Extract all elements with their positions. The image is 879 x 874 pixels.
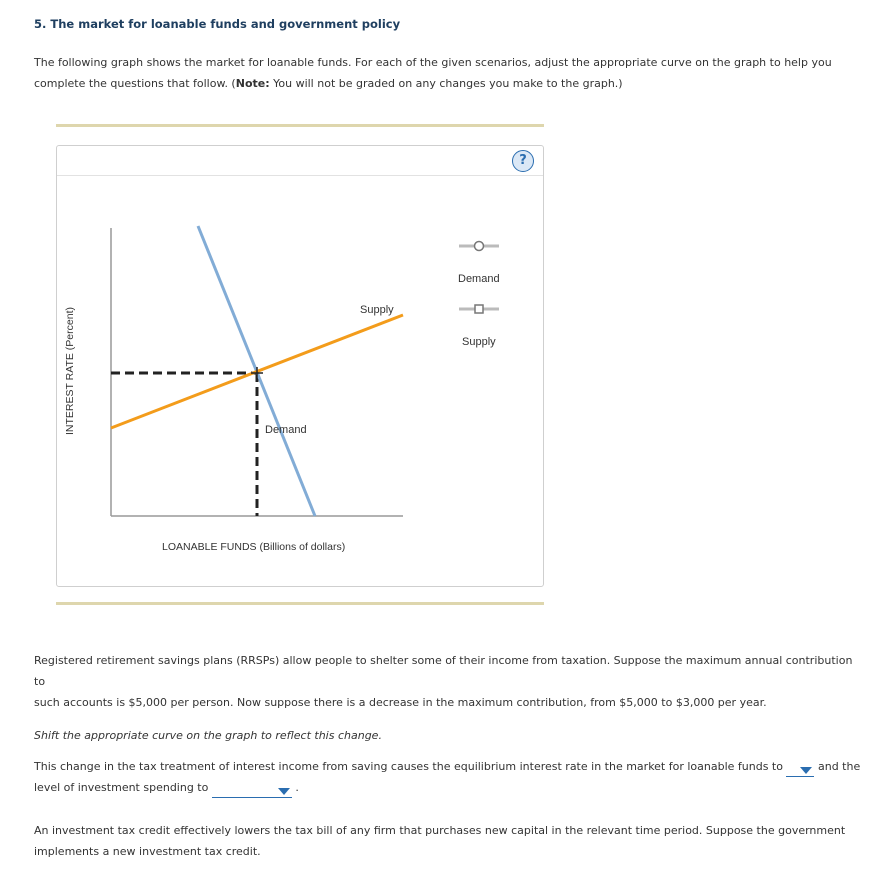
- question-title: 5. The market for loanable funds and government policy: [34, 17, 401, 31]
- question-mid: and the: [817, 760, 861, 773]
- graph-bottom-divider: [56, 602, 544, 605]
- legend-supply-label: Supply: [462, 336, 496, 348]
- question-pre: This change in the tax treatment of interest income from saving causes the equilibrium interest rate in the market for loanable funds to: [34, 760, 783, 773]
- scenario-2-line-2: implements a new investment tax credit.: [34, 845, 261, 858]
- supply-curve-label: Supply: [360, 304, 394, 316]
- interest-rate-dropdown[interactable]: [786, 763, 814, 777]
- chevron-down-icon: [278, 788, 290, 795]
- demand-curve-label: Demand: [265, 424, 307, 436]
- x-axis-label: LOANABLE FUNDS (Billions of dollars): [162, 541, 346, 553]
- scenario-1-line-2: such accounts is $5,000 per person. Now suppose there is a decrease in the maximum contribution, from $5,000 to $3,000 per year.: [34, 696, 767, 709]
- intro-paragraph: [34, 52, 864, 94]
- intro-line-1: The following graph shows the market for loanable funds. For each of the given scenarios, adjust the appropriate curve on the graph to help you: [34, 56, 832, 69]
- question-line-2-pre: level of investment spending to: [34, 781, 209, 794]
- intro-line-2-post: You will not be graded on any changes you make to the graph.): [269, 77, 623, 90]
- scenario-2-line-1: An investment tax credit effectively lowers the tax bill of any firm that purchases new capital in the relevant time period. Suppose the government: [34, 824, 846, 837]
- question-line-2: [34, 777, 864, 798]
- note-label: Note:: [235, 77, 270, 90]
- square-handle-icon[interactable]: [475, 305, 483, 313]
- scenario-1-question: [34, 756, 864, 798]
- question-line-1: [34, 756, 864, 777]
- scenario-2-paragraph: [34, 820, 864, 862]
- scenario-1-line-1: Registered retirement savings plans (RRSPs) allow people to shelter some of their income from taxation. Suppose the maximum annual contribution to: [34, 654, 853, 688]
- graph-canvas[interactable]: [57, 176, 543, 584]
- graph-top-divider: [56, 124, 544, 127]
- scenario-1-paragraph: [34, 650, 864, 713]
- intro-line-2-pre: complete the questions that follow. (: [34, 77, 236, 90]
- chevron-down-icon: [800, 767, 812, 774]
- legend-demand-label: Demand: [458, 273, 500, 285]
- y-axis-label: INTEREST RATE (Percent): [64, 307, 76, 435]
- circle-handle-icon[interactable]: [475, 242, 484, 251]
- intro-line-2: [34, 73, 864, 94]
- help-icon[interactable]: ?: [512, 150, 534, 172]
- question-end: .: [295, 781, 299, 794]
- investment-dropdown[interactable]: [212, 784, 292, 798]
- shift-instruction: Shift the appropriate curve on the graph to reflect this change.: [34, 729, 382, 742]
